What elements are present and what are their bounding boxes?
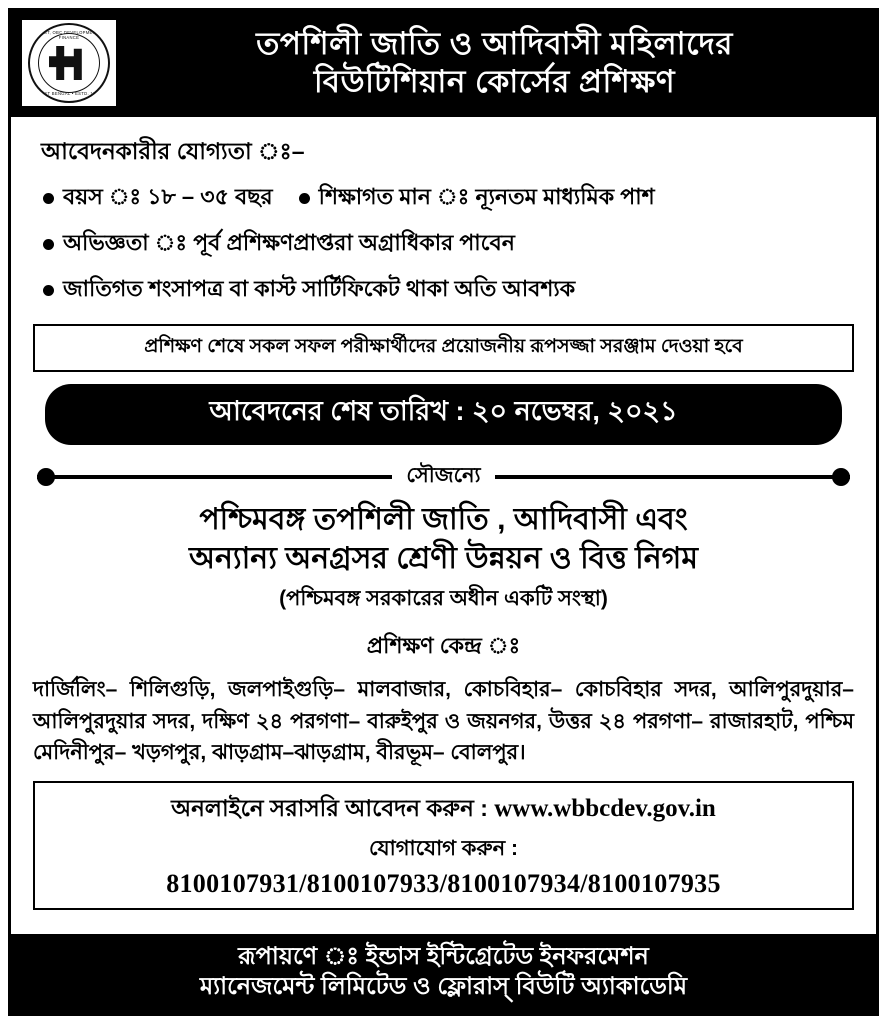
apply-online-label: অনলাইনে সরাসরি আবেদন করুন : [171, 794, 488, 821]
poster-content [11, 117, 876, 934]
courtesy-divider [37, 459, 850, 494]
apply-website-link[interactable]: www.wbbcdev.gov.in [494, 794, 716, 822]
bullet-dot-icon [43, 239, 54, 250]
bullet-dot-icon [43, 285, 54, 296]
eligibility-item-left: অভিজ্ঞতা ঃ পূর্ব প্রশিক্ষণপ্রাপ্তরা অগ্রাধিকার পাবেন [63, 230, 515, 255]
eligibility-item-left: জাতিগত শংসাপত্র বা কাস্ট সার্টিফিকেট থাকা অতি আবশ্যক [63, 276, 576, 301]
organization-subtitle: (পশ্চিমবঙ্গ সরকারের অধীন একটি সংস্থা) [279, 587, 608, 610]
bullet-dot-icon [43, 193, 54, 204]
poster-footer [11, 934, 876, 1013]
contact-label: যোগাযোগ করুন : [369, 836, 518, 860]
training-centers-heading: প্রশিক্ষণ কেন্দ্র ঃ [366, 633, 521, 658]
eligibility-heading: আবেদনকারীর যোগ্যতা ঃ– [41, 138, 305, 164]
eligibility-item [43, 226, 860, 263]
poster-header [11, 11, 876, 117]
logo-bottom-text: WEST BENGAL • ESTD. 1976 [37, 91, 101, 96]
organization-logo [21, 19, 117, 107]
apply-online-row [43, 790, 844, 829]
apply-box [33, 781, 854, 910]
organization-name [27, 500, 860, 578]
organization-name-line-1: পশ্চিমবঙ্গ তপশিলী জাতি , আদিবাসী এবং [199, 503, 688, 536]
divider-line-right [495, 475, 850, 479]
title-line-2: বিউটিশিয়ান কোর্সের প্রশিক্ষণ [313, 64, 676, 99]
eligibility-item [43, 272, 860, 309]
kit-note-box: প্রশিক্ষণ শেষে সকল সফল পরীক্ষার্থীদের প্রয়োজনীয় রূপসজ্জা সরঞ্জাম দেওয়া হবে [33, 324, 854, 372]
organization-name-line-2: অন্যান্য অনগ্রসর শ্রেণী উন্নয়ন ও বিত্ত নিগম [189, 542, 698, 575]
page-title [123, 25, 866, 101]
logo-monogram-icon [49, 46, 89, 80]
courtesy-label: সৌজন্যে [406, 464, 481, 487]
footer-line-2: ম্যানেজমেন্ট লিমিটেড ও ফ্লোরাস্ বিউটি অ্যাকাডেমি [199, 973, 688, 1001]
poster-frame [8, 8, 879, 1016]
footer-line-1: রূপায়ণে ঃ ইন্ডাস ইন্টিগ্রেটেড ইনফরমেশন [238, 942, 649, 970]
eligibility-item-right-wrap [299, 180, 655, 217]
eligibility-item [43, 180, 860, 217]
logo-top-text: SC, ST, OBC DEVELOPMENT & FINANCE [34, 30, 104, 40]
divider-line-left [37, 475, 392, 479]
training-centers-list: দার্জিলিং– শিলিগুড়ি, জলপাইগুড়ি– মালবাজার, কোচবিহার– কোচবিহার সদর, আলিপুরদুয়ার– আলিপুরদুয়ার সদর, দক্ষিণ ২৪ পরগণা– বারুইপুর ও জয়নগর, উত্তর ২৪ পরগণা– রাজারহাট, পশ্চিম মেদিনীপুর– খড়গপুর, ঝাড়গ্রাম–ঝাড়গ্রাম, বীরভূম– বোলপুর। [33, 678, 854, 764]
bullet-dot-icon [299, 193, 310, 204]
contact-phone-numbers[interactable]: 8100107931/8100107933/8100107934/8100107935 [166, 868, 721, 898]
title-line-1: তপশিলী জাতি ও আদিবাসী মহিলাদের [256, 26, 733, 62]
logo-emblem-icon [28, 23, 110, 103]
eligibility-item-right: শিক্ষাগত মান ঃ ন্যূনতম মাধ্যমিক পাশ [318, 184, 655, 209]
eligibility-item-left: বয়স ঃ ১৮ – ৩৫ বছর [63, 184, 273, 209]
deadline-banner: আবেদনের শেষ তারিখ : ২০ নভেম্বর, ২০২১ [45, 384, 842, 445]
